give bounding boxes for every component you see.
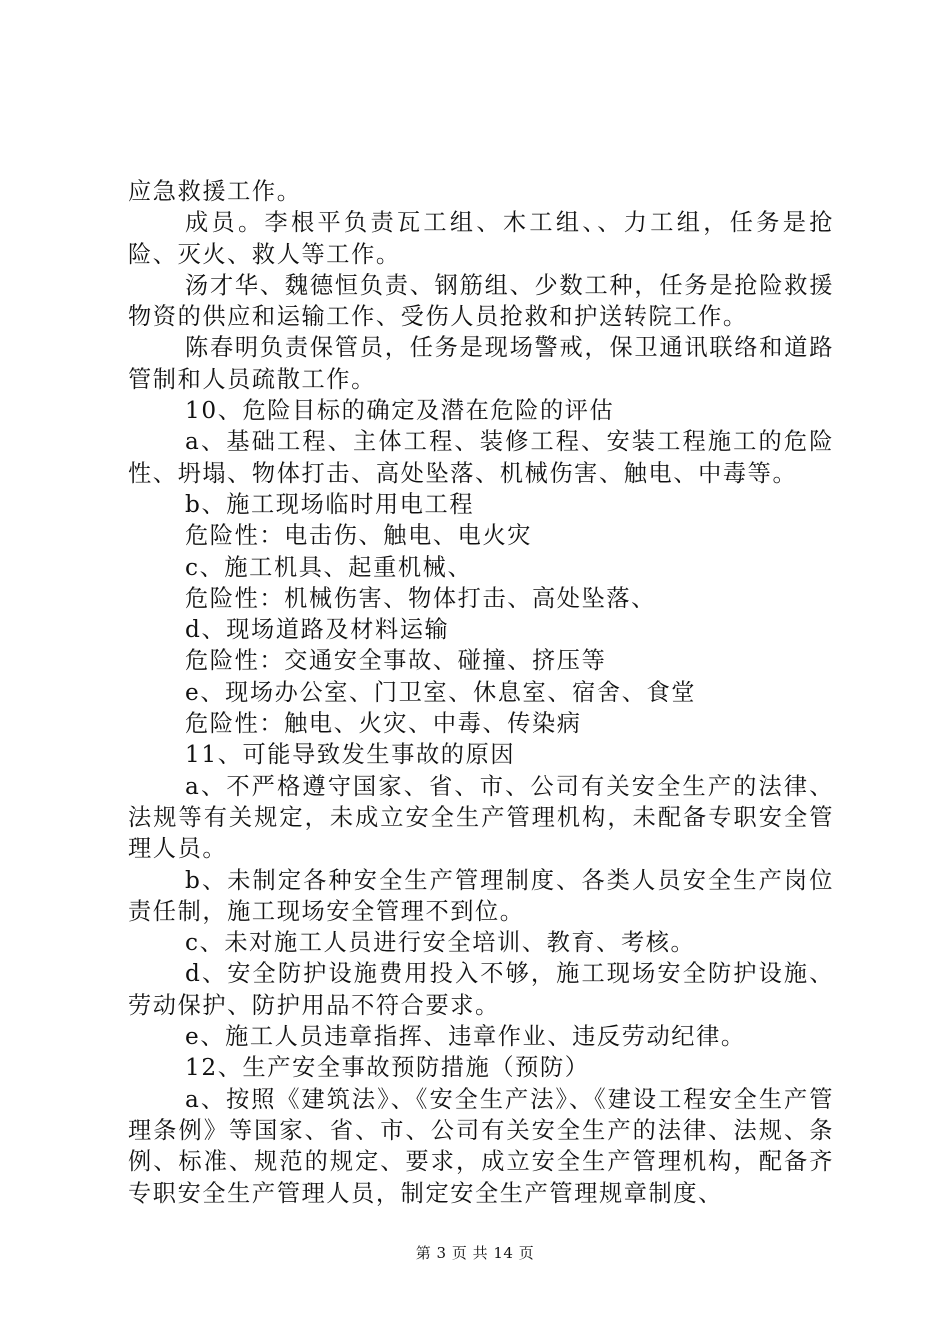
section-heading-12: 12、生产安全事故预防措施（预防） bbox=[185, 1054, 590, 1082]
paragraph-20: e、施工人员违章指挥、违章作业、违反劳动纪律。 bbox=[185, 1023, 746, 1051]
paragraph-11: d、现场道路及材料运输 bbox=[185, 616, 450, 644]
paragraph-6: a、基础工程、主体工程、装修工程、安装工程施工的危险性、坍塌、物体打击、高处坠落、机械伤害、触电、中毒等。 bbox=[128, 428, 834, 487]
paragraph-8: 危险性：电击伤、触电、电火灾 bbox=[185, 522, 533, 550]
paragraph-22: a、按照《建筑法》、《安全生产法》、《建设工程安全生产管理条例》等国家、省、市、公司有关安全生产的法律、法规、条例、标准、规范的规定、要求，成立安全生产管理机构，配备齐专职安全生产管理人员，制定安全生产管理规章制度、 bbox=[128, 1085, 834, 1207]
section-heading-11: 11、可能导致发生事故的原因 bbox=[185, 741, 516, 769]
paragraph-17: b、未制定各种安全生产管理制度、各类人员安全生产岗位责任制，施工现场安全管理不到位。 bbox=[128, 866, 834, 925]
paragraph-1: 应急救援工作。 bbox=[128, 178, 302, 205]
paragraph-19: d、安全防护设施费用投入不够，施工现场安全防护设施、劳动保护、防护用品不符合要求。 bbox=[128, 960, 834, 1019]
document-body bbox=[128, 176, 834, 1209]
paragraph-13: e、现场办公室、门卫室、休息室、宿舍、食堂 bbox=[185, 678, 697, 706]
paragraph-14: 危险性：触电、火灾、中毒、传染病 bbox=[185, 710, 582, 738]
paragraph-16: a、不严格遵守国家、省、市、公司有关安全生产的法律、法规等有关规定，未成立安全生产管理机构，未配备专职安全管理人员。 bbox=[128, 772, 834, 863]
paragraph-10: 危险性：机械伤害、物体打击、高处坠落、 bbox=[185, 584, 656, 612]
paragraph-4: 陈春明负责保管员，任务是现场警戒，保卫通讯联络和道路管制和人员疏散工作。 bbox=[128, 334, 834, 393]
page-footer: 第 3 页 共 14 页 bbox=[415, 1244, 535, 1262]
paragraph-18: c、未对施工人员进行安全培训、教育、考核。 bbox=[185, 929, 696, 957]
paragraph-2: 成员。李根平负责瓦工组、木工组、、力工组，任务是抢险、灭火、救人等工作。 bbox=[128, 209, 834, 268]
paragraph-9: c、施工机具、起重机械、 bbox=[185, 553, 473, 581]
paragraph-7: b、施工现场临时用电工程 bbox=[185, 490, 475, 518]
paragraph-3: 汤才华、魏德恒负责、钢筋组、少数工种，任务是抢险救援物资的供应和运输工作、受伤人员抢救和护送转院工作。 bbox=[128, 271, 834, 331]
section-heading-10: 10、危险目标的确定及潜在危险的评估 bbox=[185, 397, 615, 425]
paragraph-12: 危险性：交通安全事故、碰撞、挤压等 bbox=[185, 647, 607, 675]
